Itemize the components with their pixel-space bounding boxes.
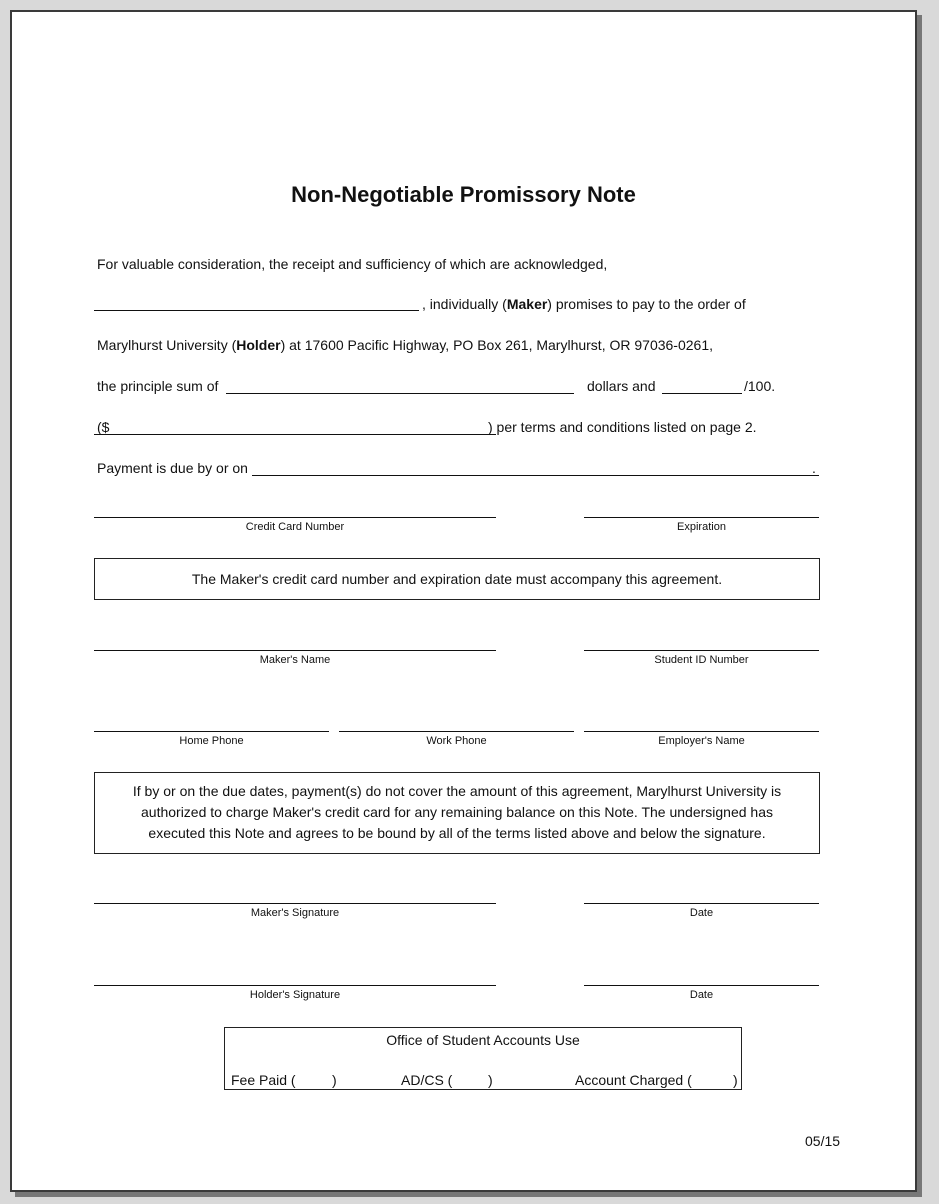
revision-code: 05/15 — [805, 1133, 841, 1149]
due-label: Payment is due by or on — [97, 460, 248, 476]
authorization-notice-line3: executed this Note and agrees to be bound by all of the terms listed above and below the signature. — [148, 825, 766, 841]
student-id-caption: Student ID Number — [654, 654, 749, 666]
maker-name-blank[interactable] — [94, 310, 419, 311]
maker-clause: , individually (Maker) promises to pay to the order of — [422, 296, 746, 312]
principle-sum-blank[interactable] — [226, 393, 574, 394]
due-date-blank[interactable] — [252, 475, 819, 476]
cents-suffix: /100. — [744, 378, 776, 394]
adcs-close: ) — [488, 1072, 493, 1088]
holder-clause: Marylhurst University (Holder) at 17600 Pacific Highway, PO Box 261, Marylhurst, OR 97036-0261, — [97, 337, 713, 353]
makers-name-field[interactable] — [94, 650, 496, 651]
employers-name-field[interactable] — [584, 731, 819, 732]
fee-paid-label: Fee Paid ( — [231, 1072, 296, 1088]
expiration-caption: Expiration — [677, 521, 726, 533]
makers-name-caption: Maker's Name — [259, 654, 331, 666]
dollars-label: dollars and — [587, 378, 656, 394]
holder-date-field[interactable] — [584, 985, 819, 986]
page-title: Non-Negotiable Promissory Note — [291, 182, 636, 207]
employers-name-caption: Employer's Name — [658, 735, 745, 747]
credit-card-number-field[interactable] — [94, 517, 496, 518]
document-page — [10, 10, 917, 1192]
holder-date-caption: Date — [689, 989, 714, 1001]
authorization-notice — [94, 772, 820, 854]
account-charged-close: ) — [733, 1072, 738, 1088]
amount-prefix: ($ — [97, 419, 110, 435]
account-charged-label: Account Charged ( — [575, 1072, 692, 1088]
fee-paid-close: ) — [332, 1072, 337, 1088]
work-phone-caption: Work Phone — [426, 735, 487, 747]
makers-signature-caption: Maker's Signature — [250, 907, 340, 919]
maker-date-caption: Date — [689, 907, 714, 919]
expiration-field[interactable] — [584, 517, 819, 518]
makers-signature-field[interactable] — [94, 903, 496, 904]
home-phone-caption: Home Phone — [179, 735, 244, 747]
credit-card-notice — [94, 558, 820, 600]
holders-signature-field[interactable] — [94, 985, 496, 986]
cents-blank[interactable] — [662, 393, 742, 394]
intro-line: For valuable consideration, the receipt and sufficiency of which are acknowledged, — [97, 256, 608, 272]
credit-card-number-caption: Credit Card Number — [245, 521, 345, 533]
authorization-notice-line2: authorized to charge Maker's credit card for any remaining balance on this Note. The undersigned has — [141, 804, 773, 820]
terms-clause: ) per terms and conditions listed on page 2. — [488, 419, 757, 435]
holders-signature-caption: Holder's Signature — [249, 989, 341, 1001]
amount-blank[interactable] — [94, 434, 496, 435]
adcs-label: AD/CS ( — [401, 1072, 453, 1088]
student-id-field[interactable] — [584, 650, 819, 651]
principle-label: the principle sum of — [97, 378, 219, 394]
work-phone-field[interactable] — [339, 731, 574, 732]
credit-card-notice-text: The Maker's credit card number and expiration date must accompany this agreement. — [191, 571, 723, 587]
maker-date-field[interactable] — [584, 903, 819, 904]
home-phone-field[interactable] — [94, 731, 329, 732]
due-period: . — [812, 460, 816, 476]
office-use-box — [224, 1027, 742, 1090]
authorization-notice-line1: If by or on the due dates, payment(s) do not cover the amount of this agreement, Marylhurst University is — [132, 783, 782, 799]
office-use-title: Office of Student Accounts Use — [386, 1032, 580, 1048]
